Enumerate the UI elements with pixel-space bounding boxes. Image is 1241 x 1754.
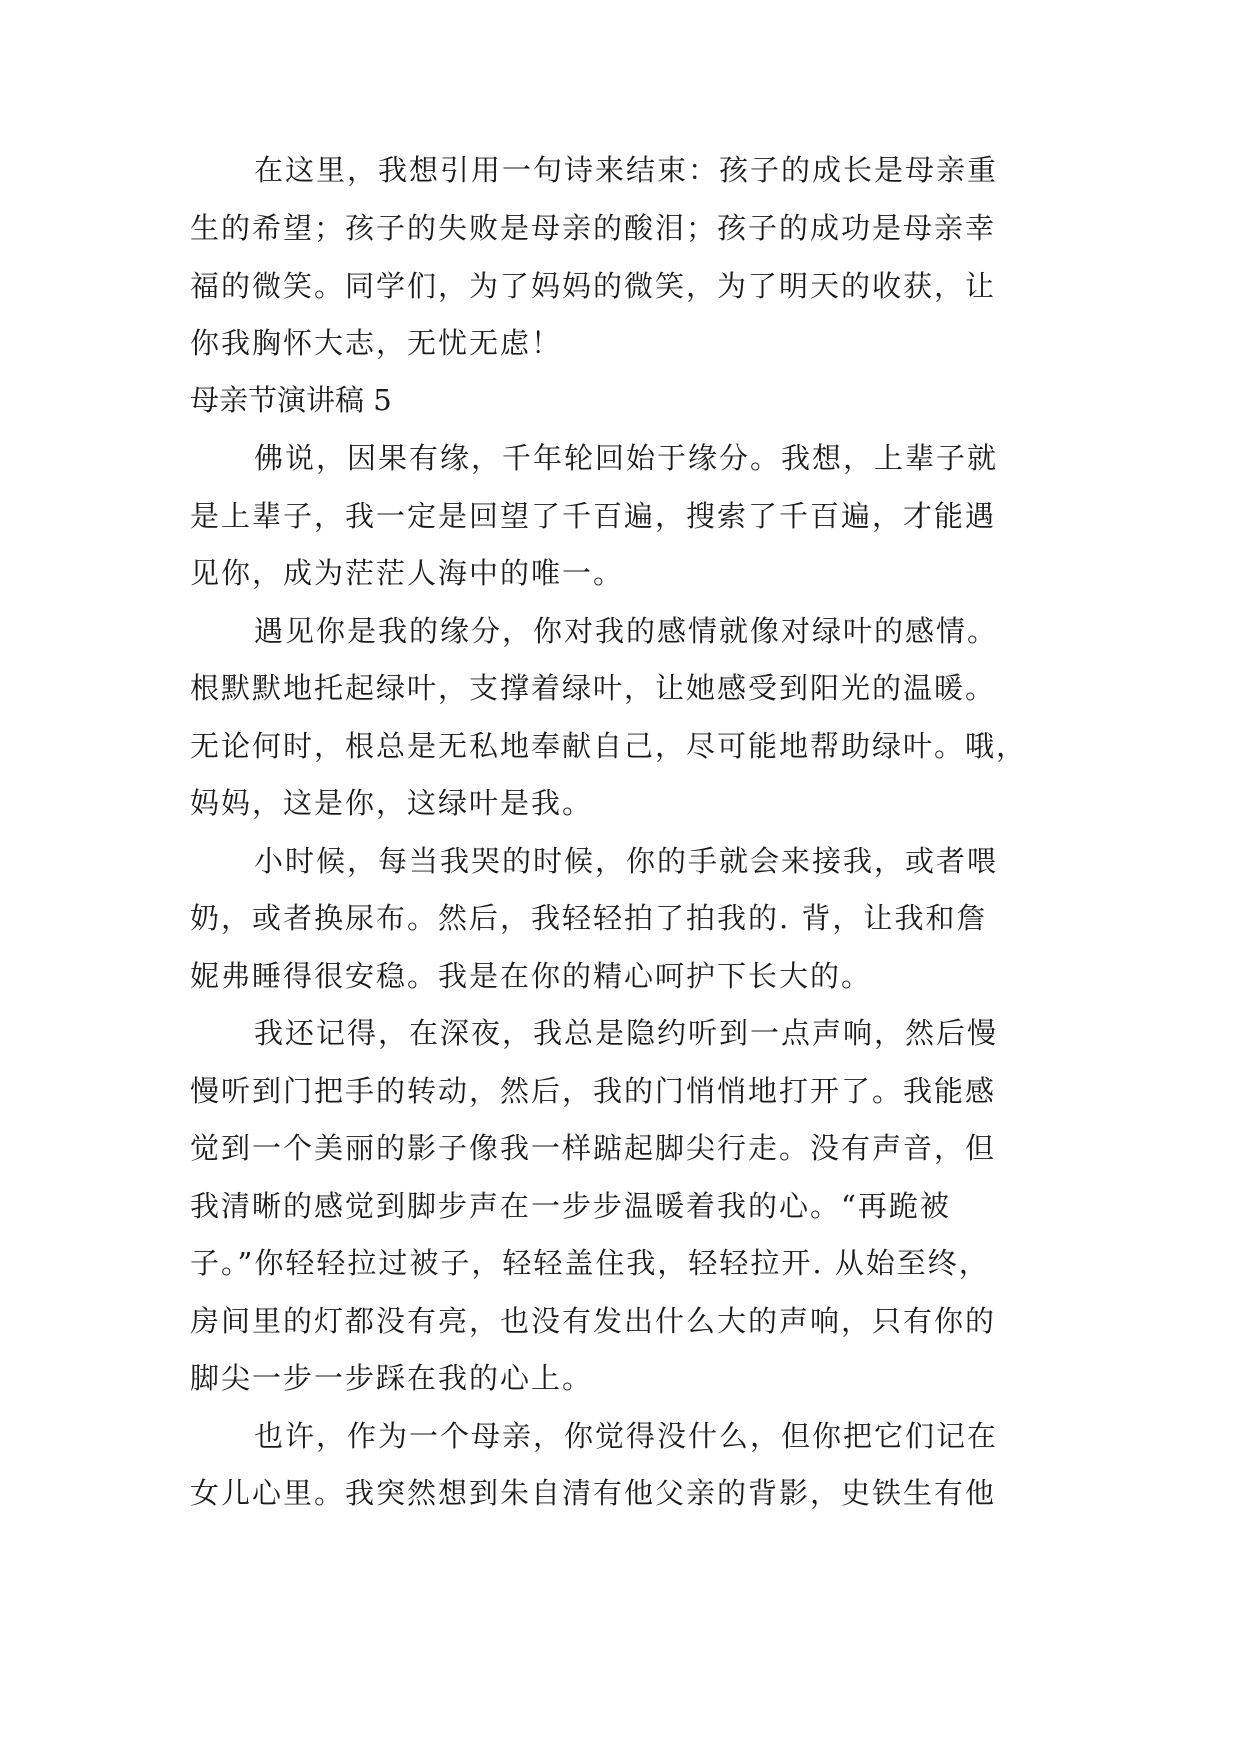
paragraph-line: 慢听到门把手的转动，然后，我的门悄悄地打开了。我能感 [190,1074,997,1108]
paragraph-line: 生的希望；孩子的失败是母亲的酸泪；孩子的成功是母亲幸 [190,211,997,245]
paragraph-line: 佛说，因果有缘，千年轮回始于缘分。我想，上辈子就 [254,441,999,475]
paragraph-line: 妮弗睡得很安稳。我是在你的精心呵护下长大的。 [190,959,873,993]
paragraph-line: 遇见你是我的缘分，你对我的感情就像对绿叶的感情。 [254,614,999,648]
paragraph-line: 是上辈子，我一定是回望了千百遍，搜索了千百遍，才能遇 [190,499,997,533]
paragraph-line: 脚尖一步一步踩在我的心上。 [190,1361,594,1395]
paragraph-line: 在这里，我想引用一句诗来结束：孩子的成长是母亲重 [254,153,999,187]
paragraph-line: 福的微笑。同学们，为了妈妈的微笑，为了明天的收获，让 [190,269,997,303]
paragraph-line: 也许，作为一个母亲，你觉得没什么，但你把它们记在 [254,1419,999,1453]
paragraph-line: 觉到一个美丽的影子像我一样踮起脚尖行走。没有声音，但 [190,1131,997,1165]
paragraph-line: 小时候，每当我哭的时候，你的手就会来接我，或者喂 [254,844,999,878]
paragraph-line: 无论何时，根总是无私地奉献自己，尽可能地帮助绿叶。哦， [190,729,1028,763]
paragraph-line: 子。”你轻轻拉过被子，轻轻盖住我，轻轻拉开. 从始至终， [190,1246,990,1280]
paragraph-line: 房间里的灯都没有亮，也没有发出什么大的声响，只有你的 [190,1304,997,1338]
paragraph-line: 妈妈，这是你，这绿叶是我。 [190,786,594,820]
paragraph-line: 根默默地托起绿叶，支撑着绿叶，让她感受到阳光的温暖。 [190,671,997,705]
paragraph-line: 奶，或者换尿布。然后，我轻轻拍了拍我的. 背，让我和詹 [190,901,988,935]
paragraph-line: 我清晰的感觉到脚步声在一步步温暖着我的心。“再跪被 [190,1189,951,1223]
paragraph-line: 你我胸怀大志，无忧无虑！ [190,326,563,360]
paragraph-line: 见你，成为茫茫人海中的唯一。 [190,556,625,590]
section-heading: 母亲节演讲稿 5 [190,383,392,417]
paragraph-line: 我还记得，在深夜，我总是隐约听到一点声响，然后慢 [254,1016,999,1050]
paragraph-line: 女儿心里。我突然想到朱自清有他父亲的背影，史铁生有他 [190,1476,997,1510]
